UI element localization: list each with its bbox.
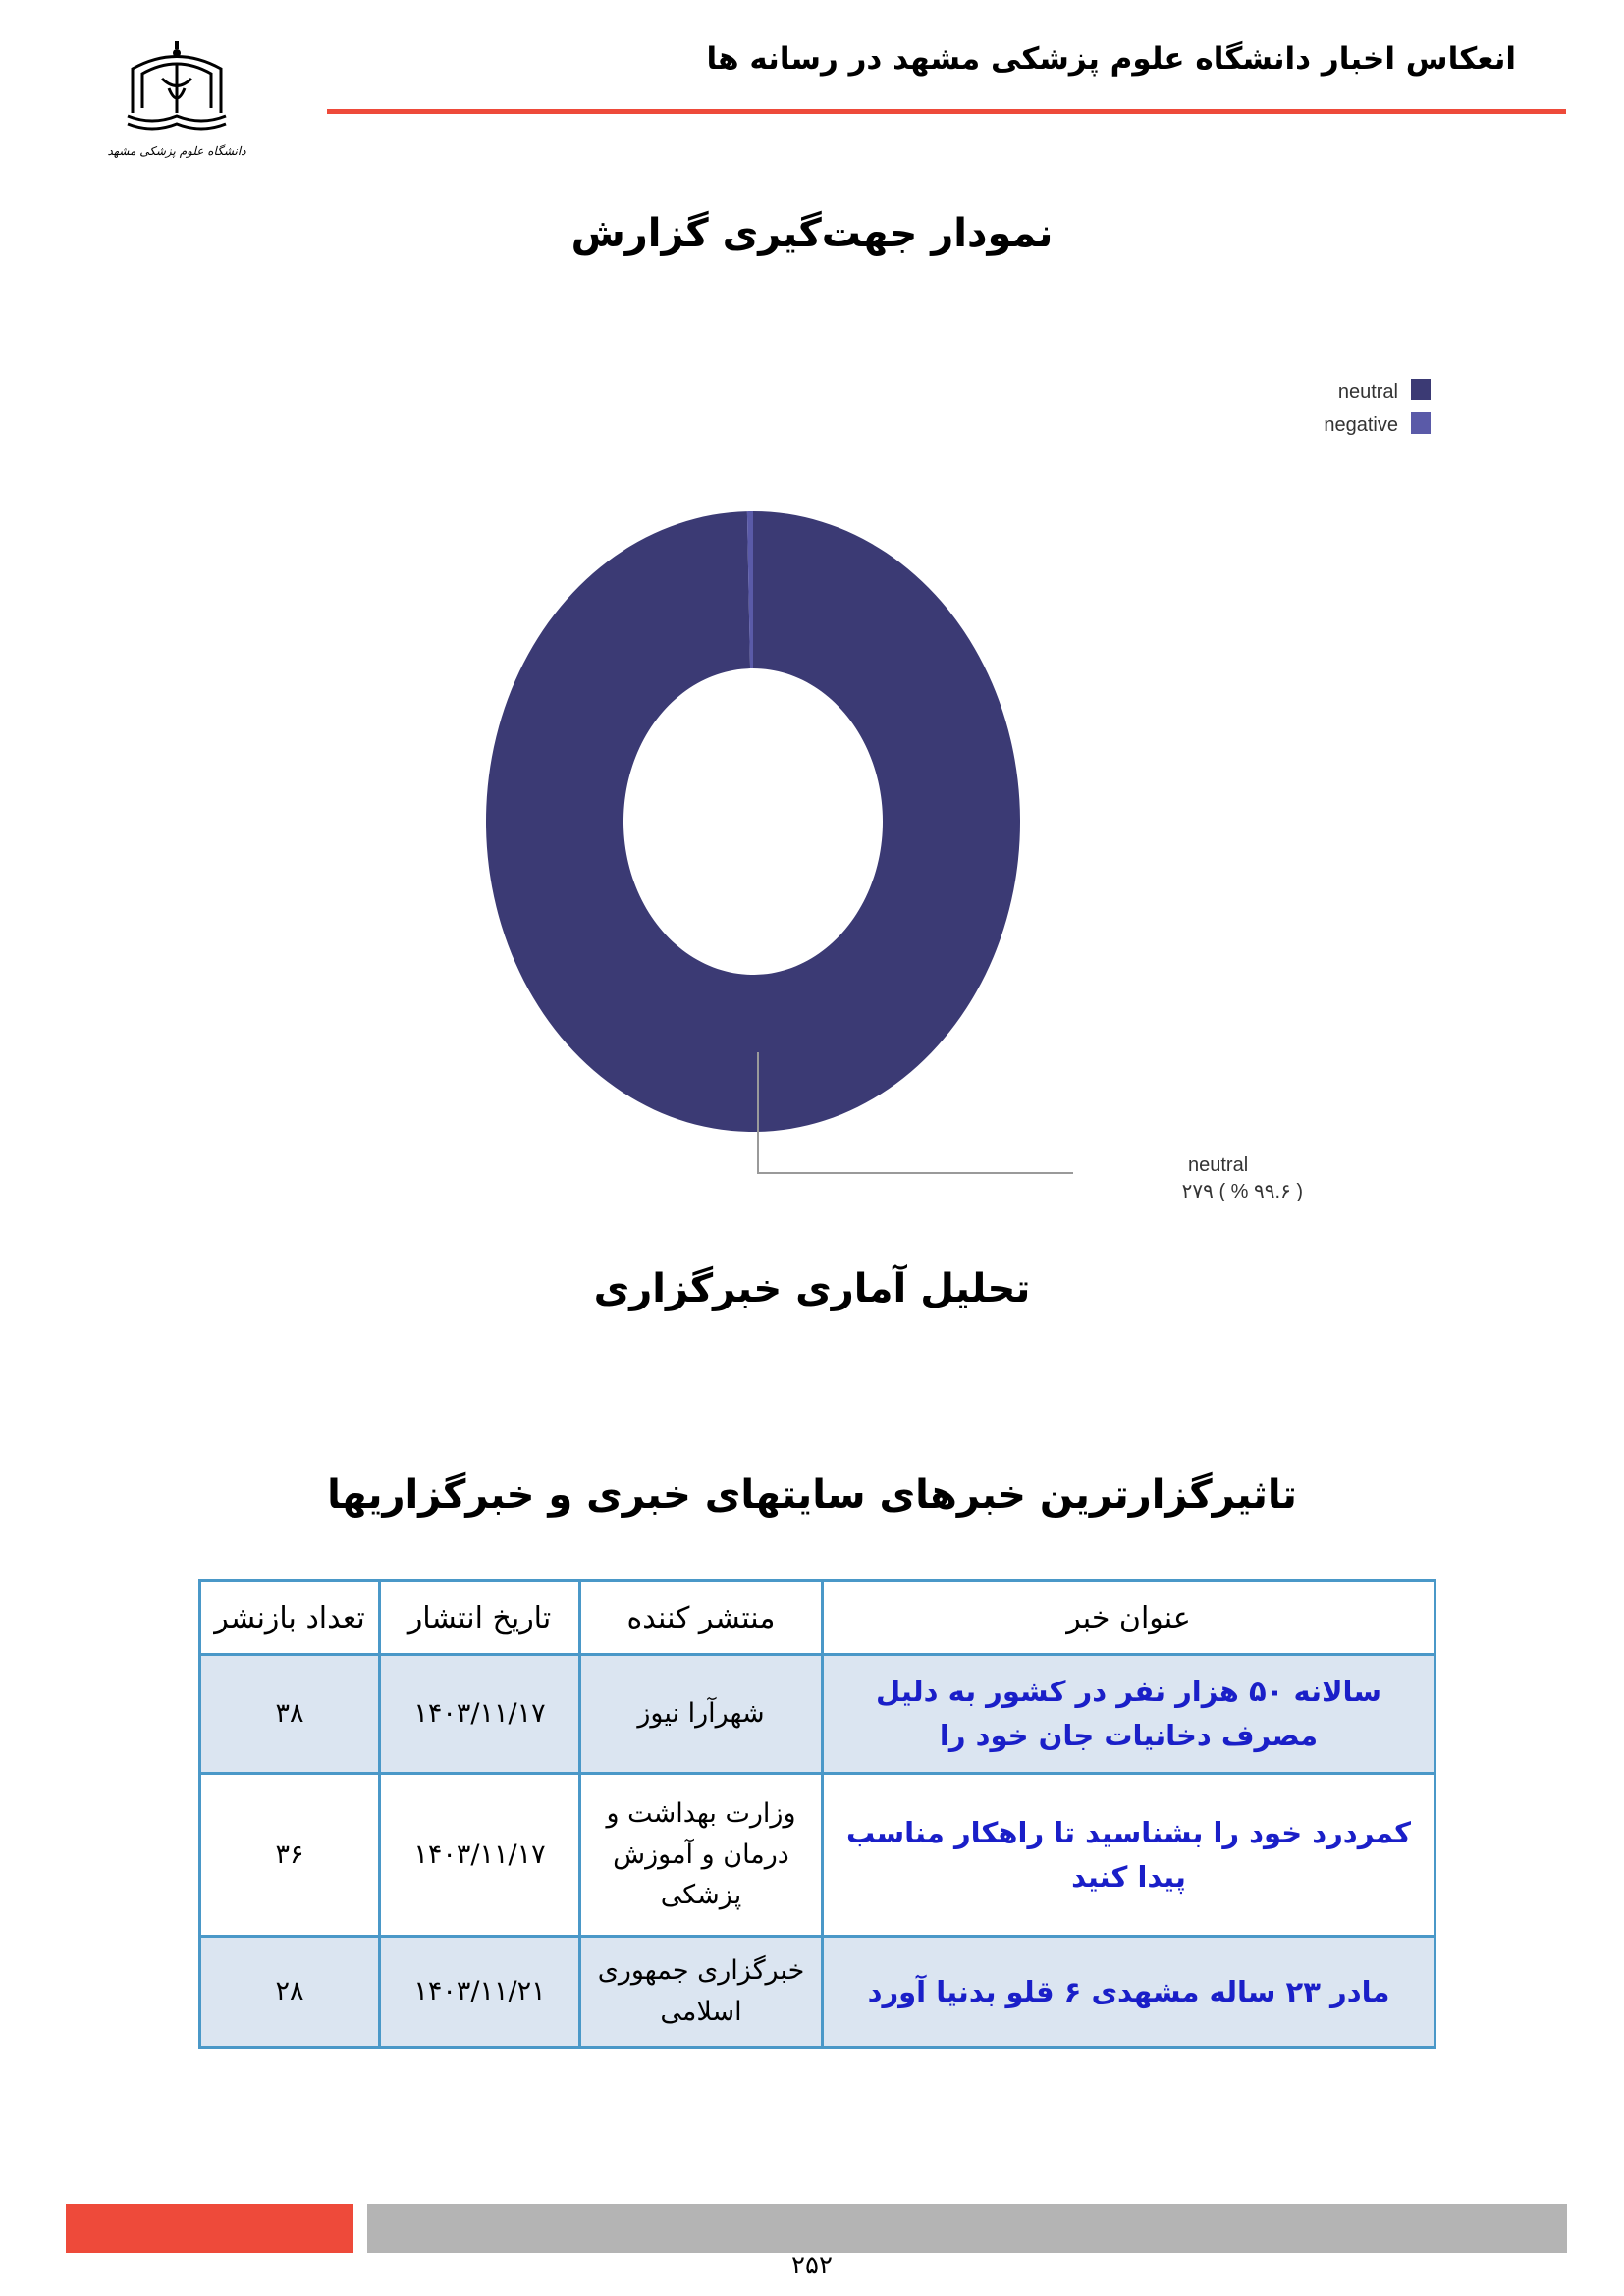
header-divider (327, 109, 1566, 114)
top-news-table-title: تاثیرگزارترین خبرهای سایتهای خبری و خبرگزاریها (327, 1472, 1297, 1518)
publisher-cell: وزارت بهداشت و درمان و آموزش پزشکی (580, 1774, 823, 1937)
legend-swatch-negative (1411, 412, 1431, 434)
donut-slice-neutral (486, 511, 1020, 1132)
legend-swatch-neutral (1411, 379, 1431, 400)
top-news-table (198, 1579, 1436, 2049)
footer-accent-bar (66, 2204, 353, 2253)
donut-chart-title: نمودار جهت‌گیری گزارش (570, 211, 1054, 256)
header-title: انعکاس اخبار دانشگاه علوم پزشکی مشهد در رسانه ها (706, 41, 1516, 77)
date-cell: ۱۴۰۳/۱۱/۱۷ (380, 1655, 580, 1774)
orientation-donut-chart (0, 353, 1624, 1237)
header-publish-date: تاریخ انتشار (380, 1581, 580, 1655)
table-row (200, 1774, 1435, 1937)
callout-value: ۲۷۹ ( % ۹۹.۶ ) (1181, 1181, 1303, 1202)
logo-text: دانشگاه علوم پزشکی مشهد (107, 144, 246, 158)
table-header-row (200, 1581, 1435, 1655)
republish-count-cell: ۲۸ (200, 1937, 380, 2048)
news-title-link[interactable]: سالانه ۵۰ هزار نفر در کشور به دلیل مصرف دخانیات جان خود را (823, 1655, 1435, 1774)
donut-slices (486, 511, 1020, 1132)
legend-label-negative: negative (1324, 414, 1398, 436)
republish-count-cell: ۳۸ (200, 1655, 380, 1774)
table-row (200, 1937, 1435, 2048)
university-logo (107, 39, 246, 167)
date-cell: ۱۴۰۳/۱۱/۱۷ (380, 1774, 580, 1937)
news-title-link[interactable]: کمردرد خود را بشناسید تا راهکار مناسب پیدا کنید (823, 1774, 1435, 1937)
republish-count-cell: ۳۶ (200, 1774, 380, 1937)
stats-section-title: تحلیل آماری خبرگزاری (593, 1266, 1031, 1311)
callout-label: neutral (1188, 1154, 1249, 1176)
table-row (200, 1655, 1435, 1774)
footer-bar (367, 2204, 1567, 2253)
publisher-cell: خبرگزاری جمهوری اسلامی (580, 1937, 823, 2048)
page-number: ۲۵۲ (791, 2251, 833, 2280)
publisher-cell: شهرآرا نیوز (580, 1655, 823, 1774)
header-publisher: منتشر کننده (580, 1581, 823, 1655)
header-republish-count: تعداد بازنشر (200, 1581, 380, 1655)
news-title-link[interactable]: مادر ۲۳ ساله مشهدی ۶ قلو بدنیا آورد (823, 1937, 1435, 2048)
header-news-title: عنوان خبر (823, 1581, 1435, 1655)
date-cell: ۱۴۰۳/۱۱/۲۱ (380, 1937, 580, 2048)
legend-label-neutral: neutral (1337, 381, 1398, 402)
